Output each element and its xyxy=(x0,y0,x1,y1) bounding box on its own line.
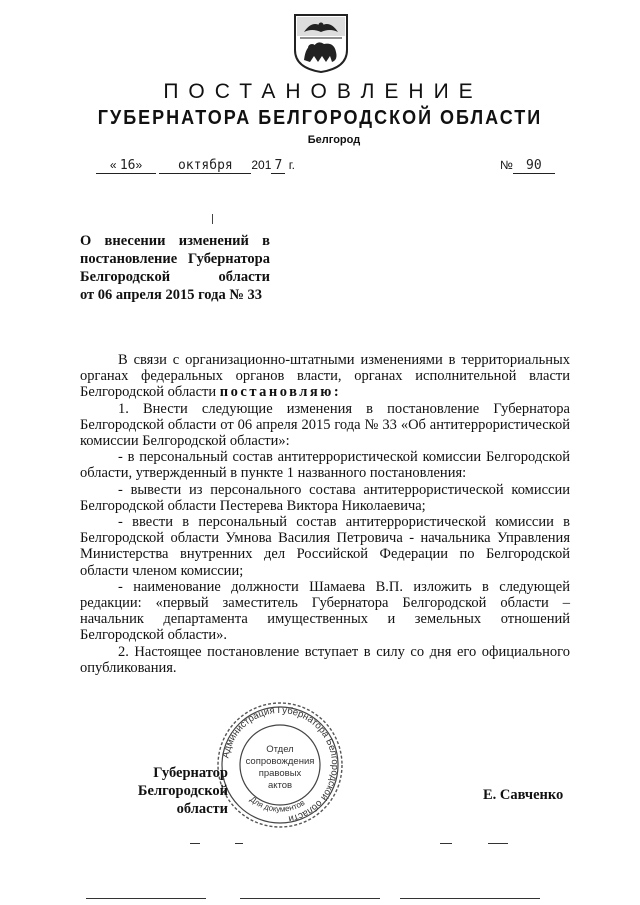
seal-outer-text: Администрация Губернатора Белгородской области xyxy=(220,704,341,825)
paragraph-6: 2. Настоящее постановление вступает в силу со дня его официального опубликования. xyxy=(80,643,570,676)
subject-line: О внесении изменений в xyxy=(80,233,270,249)
seal-bottom-text: Для документов xyxy=(248,794,307,814)
intro-paragraph: В связи с организационно-штатными изменениями в территориальных органах федеральных органов власти, органах исполнительной власти Белгородской области постановляю: xyxy=(80,352,570,401)
scan-mark xyxy=(235,843,243,844)
signatory-position: Губернатор Белгородской области xyxy=(137,765,228,817)
scan-mark xyxy=(440,843,452,844)
bottom-rule xyxy=(86,898,206,899)
seal-center-line: сопровождения xyxy=(245,756,315,767)
date-day-field: « 16» xyxy=(96,158,156,174)
paragraph-1: 1. Внести следующие изменения в постановление Губернатора Белгородской области от 06 апреля 2015 года № 33 «Об антитеррористической комиссии Белгородской области»: xyxy=(80,400,570,450)
decree-word: постановляю: xyxy=(219,384,342,401)
city-label: Белгород xyxy=(307,134,361,146)
paragraph-4: - ввести в персональный состав антитеррористической комиссии в Белгородской области Умнова Василия Петровича - начальника Управления Министерства внутренних дел Российской Федерации по Белгородской области членом комиссии; xyxy=(80,514,570,579)
paragraph-3: - вывести из персонального состава антитеррористической комиссии Белгородской области Пестерева Виктора Николаевича; xyxy=(80,481,570,514)
belgorod-coat-of-arms-icon xyxy=(292,12,350,74)
subject-line: постановление Губернатора xyxy=(80,251,270,267)
official-seal xyxy=(215,700,345,830)
subject-line: Белгородской области xyxy=(80,269,270,285)
date-month-field: октября xyxy=(159,158,251,174)
document-subject xyxy=(80,232,270,304)
document-number: № 90 xyxy=(500,158,555,174)
bottom-rule xyxy=(400,898,540,899)
document-body xyxy=(80,352,570,676)
issuer-title: ГУБЕРНАТОРА БЕЛГОРОДСКОЙ ОБЛАСТИ xyxy=(97,105,543,129)
subject-line: от 06 апреля 2015 года № 33 xyxy=(80,287,263,303)
margin-tick xyxy=(212,214,213,224)
paragraph-2: - в персональный состав антитеррористической комиссии Белгородской области, утвержденный в пункте 1 названного постановления: xyxy=(80,449,570,482)
scan-mark xyxy=(190,843,200,844)
seal-center-line: правовых xyxy=(258,768,302,779)
document-title: ПОСТАНОВЛЕНИЕ xyxy=(163,80,483,103)
date-line: « 16» октября 201 7 г. xyxy=(96,158,295,174)
seal-center-line: Отдел xyxy=(266,744,294,755)
seal-center-line: актов xyxy=(267,780,293,791)
signatory-name: Е. Савченко xyxy=(483,787,564,803)
paragraph-5: - наименование должности Шамаева В.П. изложить в следующей редакции: «первый заместитель Губернатора Белгородской области – начальник департамента имущественных и земельных отношений Белгородской области». xyxy=(80,578,570,644)
bottom-rule xyxy=(240,898,380,899)
scan-mark xyxy=(488,843,508,844)
